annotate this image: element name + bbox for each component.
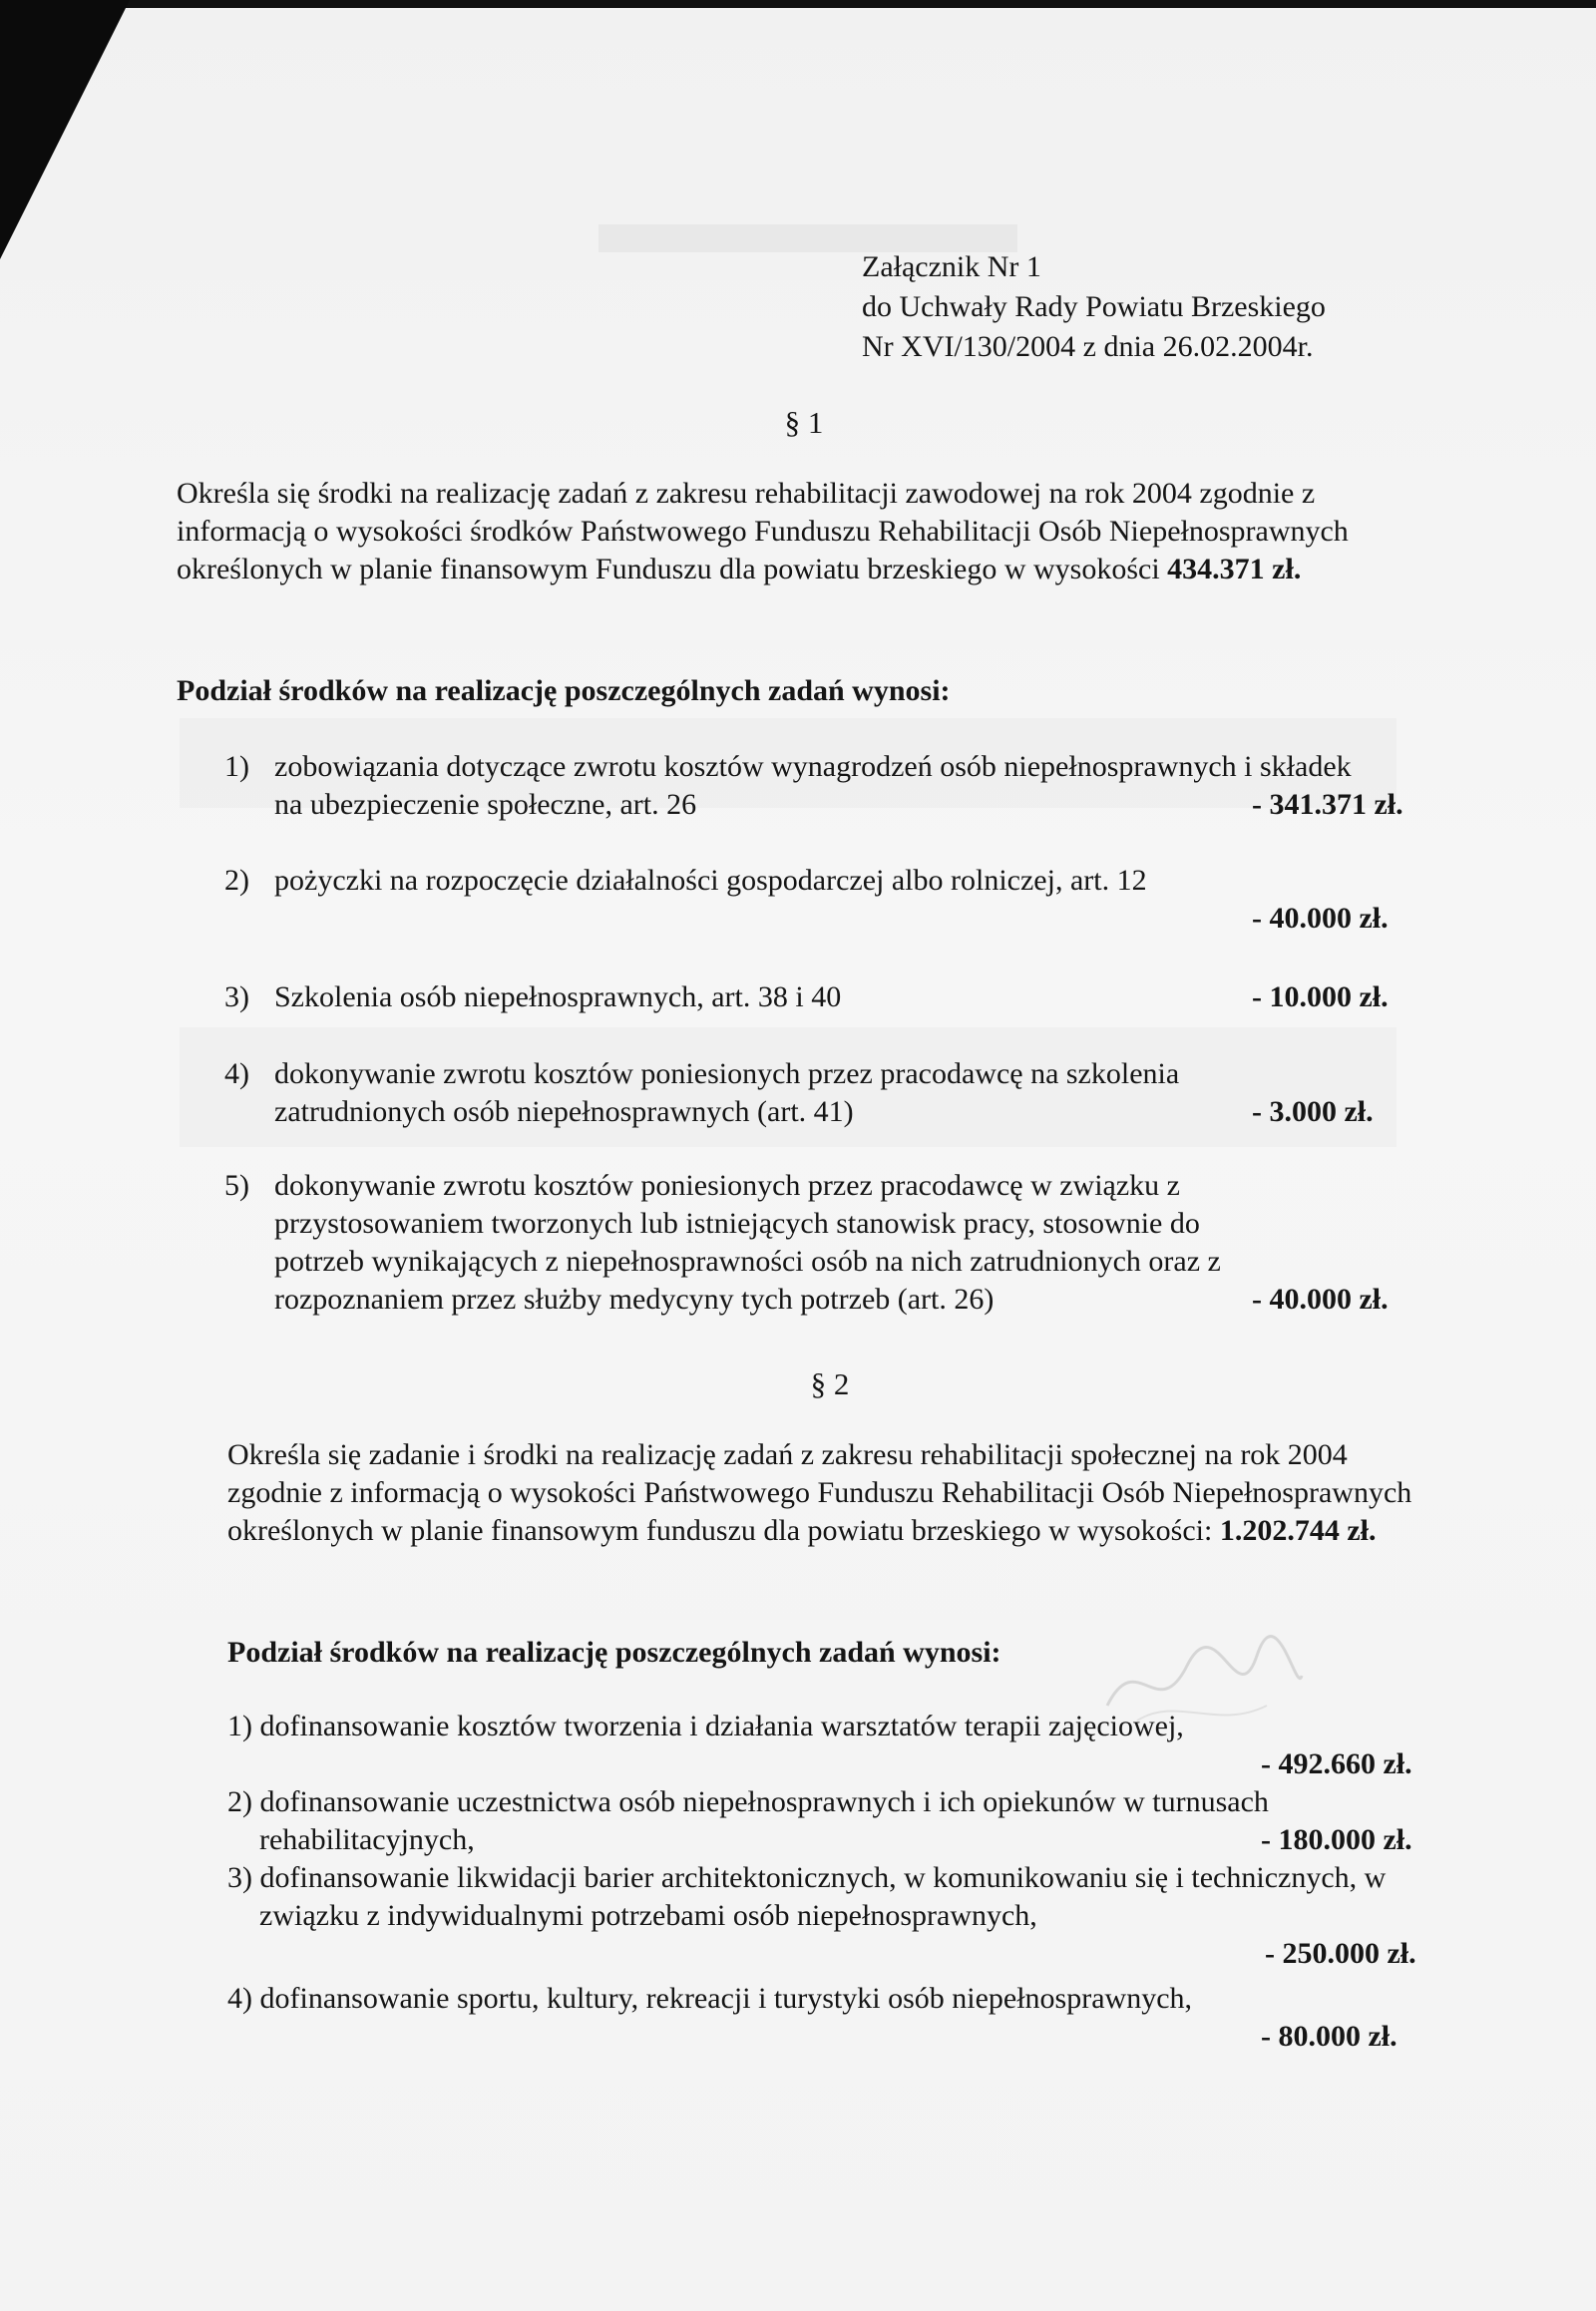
list-item [224,1167,1421,1319]
section-2-symbol: § 2 [810,1366,850,1401]
item-amount: - 492.660 zł. [1261,1747,1412,1780]
item-amount: - 40.000 zł. [1252,1283,1389,1316]
item-text: pożyczki na rozpoczęcie działalności gospodarczej albo rolniczej, art. 12 [274,864,1147,897]
section-1-symbol: § 1 [784,405,824,440]
item-text: Szkolenia osób niepełnosprawnych, art. 38 i 40 [274,980,842,1013]
list-item [227,1859,1424,1970]
scan-top-edge [0,0,1596,8]
item-text: dofinansowanie likwidacji barier architektonicznych, w komunikowaniu się i technicznych, w związku z indywidualnymi potrzebami osób niepełnosprawnych, [259,1861,1387,1932]
list-item [224,1055,1421,1131]
item-amount: - 3.000 zł. [1252,1095,1374,1128]
item-number: 2) [227,1785,252,1818]
list-item [227,1980,1424,2053]
item-amount: - 80.000 zł. [1261,2020,1397,2053]
item-number: 4) [227,1982,252,2015]
list-item [227,1783,1424,1859]
header-line-1: Załącznik Nr 1 [862,250,1041,283]
list-item [224,978,1421,1016]
section-2-heading: Podział środków na realizację poszczególnych zadań wynosi: [227,1636,1001,1669]
item-text: zobowiązania dotyczące zwrotu kosztów wynagrodzeń osób niepełnosprawnych i składek na ubezpieczenie społeczne, art. 26 [274,750,1352,821]
list-item [224,862,1421,935]
section-2-intro-text: Określa się zadanie i środki na realizację zadań z zakresu rehabilitacji społecznej na rok 2004 zgodnie z informacją o wysokości Państwowego Funduszu Rehabilitacji Osób Niepełnosprawnych określonych w planie finansowym funduszu dla powiatu brzeskiego w wysokości: [227,1438,1412,1547]
item-number: 1) [227,1710,252,1742]
item-number: 5) [224,1169,249,1202]
list-item [224,748,1421,824]
item-amount: - 180.000 zł. [1261,1823,1412,1856]
item-number: 2) [224,864,249,897]
item-number: 4) [224,1057,249,1090]
item-text: dokonywanie zwrotu kosztów poniesionych przez pracodawcę na szkolenia zatrudnionych osób niepełnosprawnych (art. 41) [274,1057,1180,1128]
item-number: 3) [224,980,249,1013]
item-text: dofinansowanie kosztów tworzenia i działania warsztatów terapii zajęciowej, [259,1710,1184,1742]
section-1-total: 434.371 zł. [1167,553,1302,585]
item-text: dokonywanie zwrotu kosztów poniesionych przez pracodawcę w związku z przystosowaniem tworzonych lub istniejących stanowisk pracy, stosownie do potrzeb wynikających z niepełnosprawności osób na nich zatrudnionych oraz z rozpoznaniem przez służby medycyny tych potrzeb (art. 26) [274,1169,1221,1316]
item-amount: - 40.000 zł. [1252,902,1389,935]
attachment-header [862,247,1326,367]
item-text: dofinansowanie sportu, kultury, rekreacji i turystyki osób niepełnosprawnych, [259,1982,1193,2015]
header-line-3: Nr XVI/130/2004 z dnia 26.02.2004r. [862,330,1314,363]
section-1-intro-text: Określa się środki na realizację zadań z zakresu rehabilitacji zawodowej na rok 2004 zgodnie z informacją o wysokości środków Państwowego Funduszu Rehabilitacji Osób Niepełnosprawnych określonych w planie finansowym Funduszu dla powiatu brzeskiego w wysokości [177,477,1349,585]
section-1-intro [177,475,1423,588]
item-amount: - 341.371 zł. [1252,788,1403,821]
faint-signature [1097,1626,1307,1735]
item-text: dofinansowanie uczestnictwa osób niepełnosprawnych i ich opiekunów w turnusach rehabilitacyjnych, [259,1785,1269,1856]
item-number: 3) [227,1861,252,1894]
section-1-heading: Podział środków na realizację poszczególnych zadań wynosi: [177,674,951,707]
section-2-intro [227,1436,1424,1550]
item-amount: - 250.000 zł. [1265,1937,1416,1970]
item-amount: - 10.000 zł. [1252,980,1389,1013]
header-line-2: do Uchwały Rady Powiatu Brzeskiego [862,290,1326,323]
section-2-total: 1.202.744 zł. [1219,1514,1377,1547]
item-number: 1) [224,750,249,783]
